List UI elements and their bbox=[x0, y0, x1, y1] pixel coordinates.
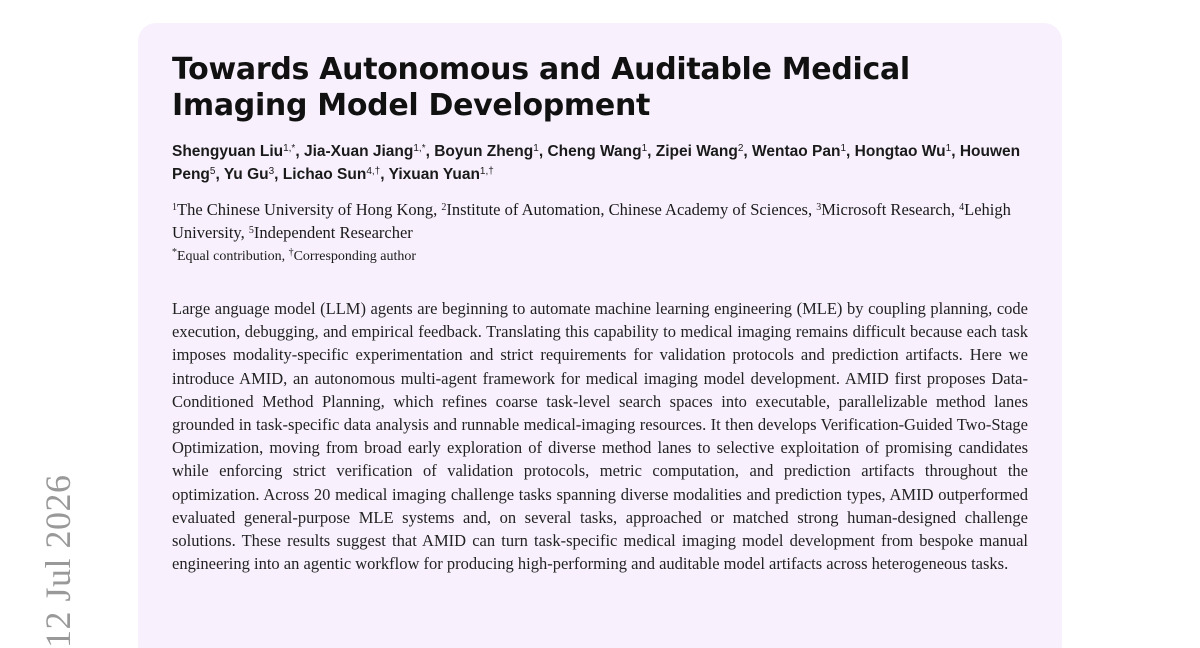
side-date-stamp: 12 Jul 2026 bbox=[38, 474, 78, 648]
author-sup: 1 bbox=[533, 143, 539, 154]
author-sup: 1,* bbox=[283, 143, 296, 154]
abstract-text: Large anguage model (LLM) agents are beginning to automate machine learning engineering (MLE) by coupling planning, code execution, debugging, and empirical feedback. Translating this capability to medical imaging remains difficult because each task imposes modality-specific experimentation and strict requirements for validation protocols and prediction artifacts. Here we introduce AMID, an autonomous multi-agent framework for medical imaging model development. AMID first proposes Data-Conditioned Method Planning, which refines coarse task-level search spaces into executable, parallelizable method lanes grounded in task-specific data analysis and runnable medical-imaging resources. It then develops Verification-Guided Two-Stage Optimization, moving from broad early exploration of diverse method lanes to selective exploitation of promising candidates while enforcing strict verification of validation protocols, metric computation, and prediction artifacts throughout the optimization. Across 20 medical imaging challenge tasks spanning diverse modalities and prediction types, AMID outperformed evaluated general-purpose MLE systems and, on several tasks, approached or matched strong human-designed challenge solutions. These results suggest that AMID can turn task-specific medical imaging model development from bespoke manual engineering into an agentic workflow for producing high-performing and auditable model artifacts across heterogeneous tasks. bbox=[172, 299, 1028, 574]
author-name: Yu Gu bbox=[223, 166, 269, 183]
affiliation-sup: 1 bbox=[172, 202, 177, 213]
affiliation bbox=[441, 200, 808, 219]
paper-title: Towards Autonomous and Auditable Medical Imaging Model Development bbox=[172, 52, 910, 123]
note-text: Corresponding author bbox=[293, 249, 417, 264]
author bbox=[283, 166, 380, 183]
affiliation-name: The Chinese University of Hong Kong bbox=[177, 200, 434, 219]
author-note bbox=[172, 249, 282, 264]
author-name: Zipei Wang bbox=[655, 143, 738, 160]
affiliation-sup: 3 bbox=[816, 202, 822, 213]
author-sup: 1 bbox=[945, 143, 952, 154]
author-sup: 5 bbox=[209, 166, 216, 177]
author-name: Jia-Xuan Jiang bbox=[303, 143, 414, 160]
author-note bbox=[289, 249, 416, 264]
author bbox=[434, 143, 539, 160]
author-name: Houwen Peng bbox=[172, 143, 1021, 183]
author-sup: 1,* bbox=[413, 143, 426, 154]
affiliation-name: Independent Researcher bbox=[253, 223, 413, 242]
author-sup: 1 bbox=[840, 143, 847, 154]
author-name: Boyun Zheng bbox=[434, 143, 534, 160]
author-list: Shengyuan Liu$^{1,*}$, Jia-Xuan Jiang$^{1,*}$, Boyun Zheng$^1$, Cheng Wang$^1$, Zipei Wang$^2$, Wentao Pan$^1$, Hongtao Wu$^1$, Houwen Peng$^5$, Yu Gu$^3$, Lichao Sun$^{4,\dagger}$, Yixuan Yuan$^{1,\dagger}$ bbox=[172, 143, 1021, 183]
author bbox=[389, 166, 494, 183]
author-name: Lichao Sun bbox=[282, 166, 367, 183]
author-name: Hongtao Wu bbox=[854, 143, 946, 160]
author-name: Wentao Pan bbox=[752, 143, 841, 160]
author-name: Shengyuan Liu bbox=[172, 143, 284, 160]
author-notes: *Equal contribution, †Corresponding author bbox=[172, 247, 417, 264]
author bbox=[752, 143, 846, 160]
affiliation-name: Lehigh University bbox=[172, 200, 1011, 242]
author bbox=[172, 143, 295, 160]
affiliation-name: Microsoft Research bbox=[821, 200, 951, 219]
affiliation-sup: 4 bbox=[959, 202, 965, 213]
author-sup: 1 bbox=[641, 143, 648, 154]
author-sup: 1,† bbox=[479, 166, 494, 177]
affiliation-sup: 5 bbox=[248, 225, 254, 236]
note-text: Equal contribution bbox=[177, 249, 282, 264]
author bbox=[304, 143, 426, 160]
affiliation-sup: 2 bbox=[441, 202, 447, 213]
affiliation-list: $^1$The Chinese University of Hong Kong, $^2$Institute of Automation, Chinese Academy of Sciences, $^3$Microsoft Research, $^4$Lehigh University, $^5$Independent Researcher bbox=[172, 200, 1011, 242]
author-sup: 4,† bbox=[366, 166, 381, 177]
author-name: Yixuan Yuan bbox=[388, 166, 480, 183]
affiliation bbox=[172, 200, 433, 219]
affiliation bbox=[816, 200, 951, 219]
note-sup: * bbox=[172, 247, 177, 258]
author bbox=[547, 143, 647, 160]
affiliation-name: Institute of Automation, Chinese Academy of Sciences bbox=[446, 200, 808, 219]
note-sup: † bbox=[288, 247, 294, 258]
author bbox=[224, 166, 274, 183]
author-name: Cheng Wang bbox=[547, 143, 642, 160]
author bbox=[656, 143, 744, 160]
author-sup: 2 bbox=[737, 143, 744, 154]
affiliation bbox=[249, 223, 413, 242]
author-sup: 3 bbox=[268, 166, 275, 177]
author bbox=[855, 143, 952, 160]
